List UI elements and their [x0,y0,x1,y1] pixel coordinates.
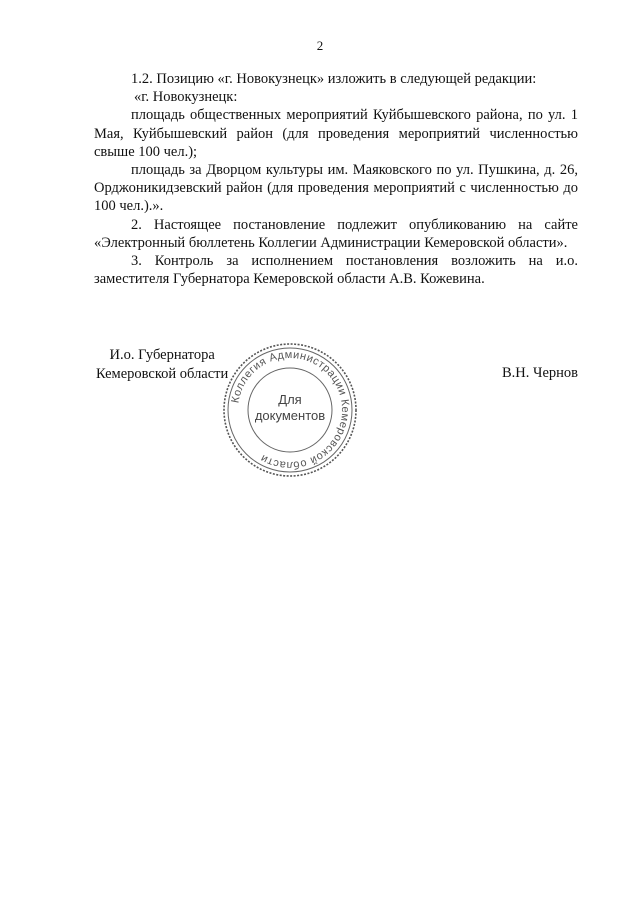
stamp-ring-text: Коллегия Администрации Кемеровской области [229,348,352,472]
page-number: 2 [316,38,324,53]
signatory-title-line1: И.о. Губернатора [109,347,215,363]
signatory-title [96,346,228,384]
paragraph-2: 2. Настоящее постановление подлежит опубликованию на сайте «Электронный бюллетень Коллегии Администрации Кемеровской области». [94,216,578,251]
paragraph-venue-1: площадь общественных мероприятий Куйбышевского района, по ул. 1 Мая, Куйбышевский район (для проведения мероприятий численностью свыше 100 чел.); [94,107,578,160]
official-stamp [220,340,360,480]
signatory-title-line2: Кемеровской области [96,366,229,382]
signatory-name: В.Н. Чернов [502,365,578,381]
stamp-center-line2: документов [254,408,326,423]
stamp-center-line1: Для [278,392,302,407]
paragraph-city: «г. Новокузнецк: [134,89,238,106]
document-body [94,70,578,288]
paragraph-1-2: 1.2. Позицию «г. Новокузнецк» изложить в следующей редакции: [131,71,537,87]
paragraph-3: 3. Контроль за исполнением постановления возложить на и.о. заместителя Губернатора Кемеровской области А.В. Кожевина. [94,253,578,288]
stamp-seal [220,340,360,480]
paragraph-venue-2: площадь за Дворцом культуры им. Маяковского по ул. Пушкина, д. 26, Орджоникидзевский район (для проведения мероприятий с численностью до 100 чел.).». [94,162,578,215]
